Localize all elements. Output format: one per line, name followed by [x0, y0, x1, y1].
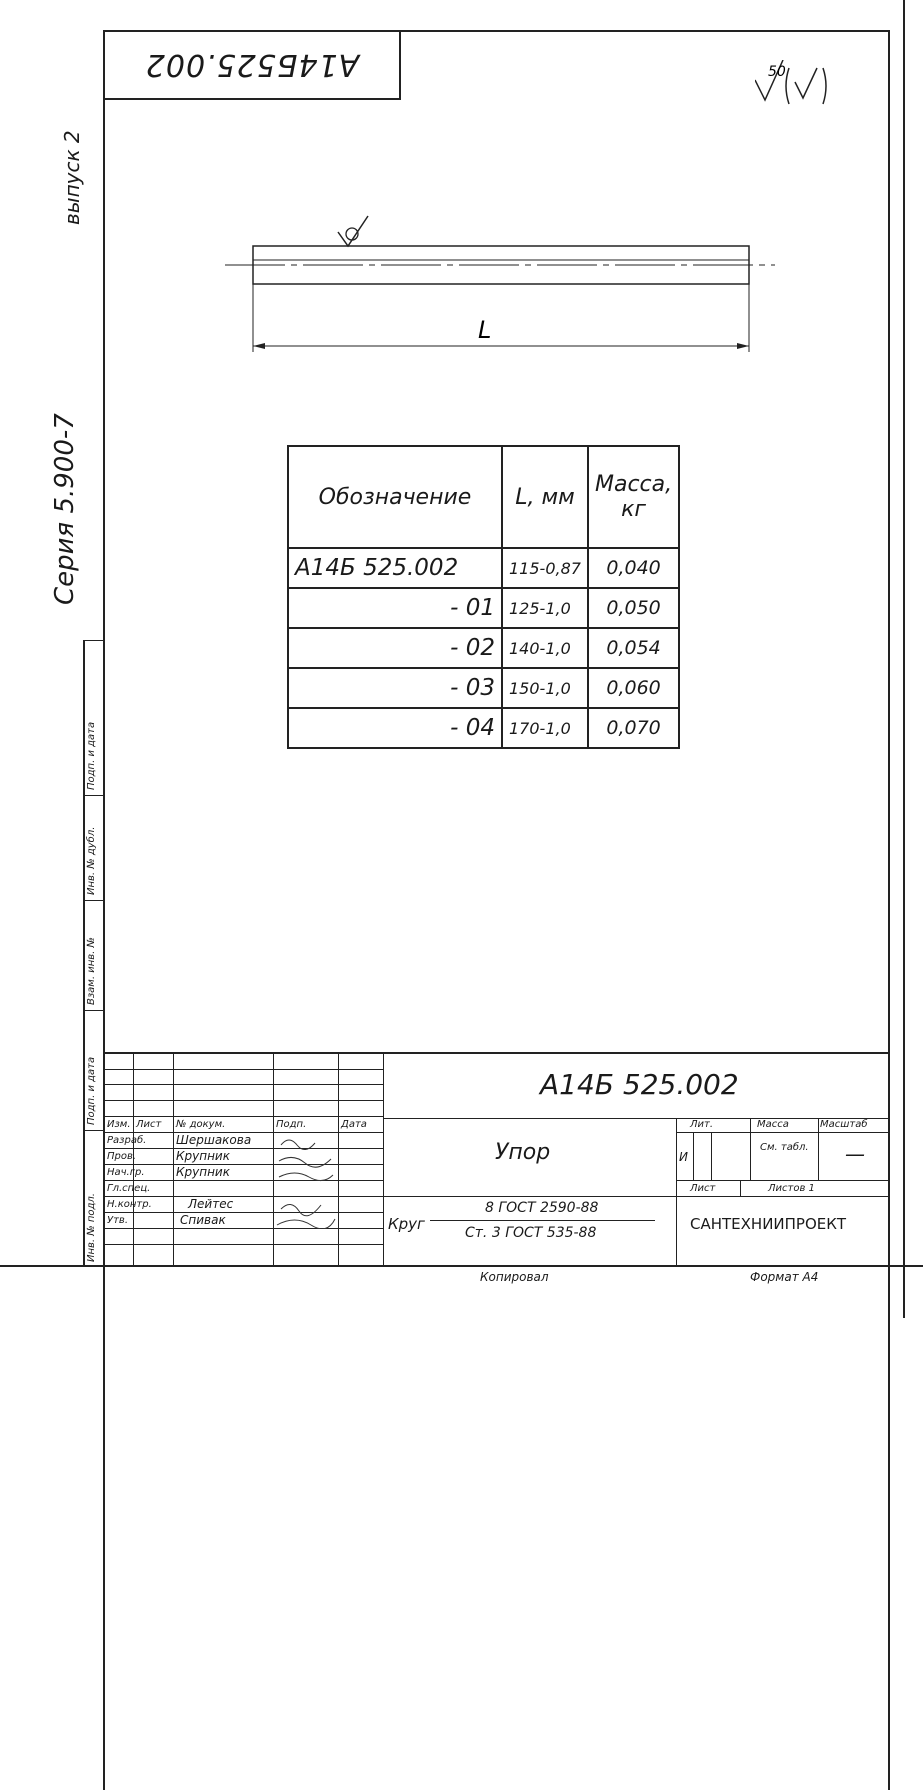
page-bottom-line: [0, 1265, 923, 1267]
part-name: Упор: [495, 1140, 551, 1165]
table-row: - 02 140-1,0 0,054: [288, 628, 679, 668]
sheets-label: Листов 1: [768, 1183, 815, 1194]
part-drawing: [220, 210, 780, 370]
table-row: - 03 150-1,0 0,060: [288, 668, 679, 708]
page-right-line: [903, 0, 905, 1318]
mass-value: См. табл.: [760, 1142, 809, 1153]
footer-copied: Копировал: [480, 1270, 549, 1284]
stamp-orig-inv: Инв. № подл.: [86, 1193, 97, 1262]
series-label: Серия 5.900-7: [50, 413, 80, 605]
tb-list: Лист: [136, 1119, 162, 1130]
header-mass: Масса, кг: [588, 446, 679, 548]
stamp-sign-date-1: Подп. и дата: [86, 721, 97, 790]
material-prefix: Круг: [388, 1215, 425, 1233]
header-length: L, мм: [502, 446, 588, 548]
table-row: А14Б 525.002 115-0,87 0,040: [288, 548, 679, 588]
svg-text:50: 50: [768, 64, 786, 80]
tb-date: Дата: [341, 1119, 367, 1130]
lit-value: И: [679, 1150, 688, 1164]
title-block-top: [103, 1052, 890, 1054]
roughness-icon: [755, 60, 885, 120]
org-name: САНТЕХНИИПРОЕКТ: [690, 1215, 847, 1233]
table-header: [288, 446, 679, 548]
roughness-sign: [755, 60, 885, 127]
tb-sign: Подп.: [276, 1119, 307, 1130]
header-designation: Обозначение: [288, 446, 502, 548]
dimension-label: L: [478, 316, 492, 344]
material-line2: Ст. 3 ГОСТ 535-88: [465, 1225, 597, 1241]
scale-header: Масштаб: [820, 1119, 868, 1130]
sheet-label: Лист: [690, 1183, 716, 1194]
scale-value: —: [845, 1142, 865, 1166]
table-row: - 04 170-1,0 0,070: [288, 708, 679, 748]
frame-right: [888, 30, 890, 1790]
stamp-sign-date-2: Подп. и дата: [86, 1056, 97, 1125]
spec-table: [287, 445, 680, 749]
material-line1: 8 ГОСТ 2590-88: [485, 1200, 599, 1216]
rotated-code: А14Б525.002: [144, 47, 360, 82]
signatures: [275, 1133, 337, 1229]
frame-left: [103, 30, 105, 1790]
issue-label: выпуск 2: [60, 130, 84, 225]
lit-header: Лит.: [690, 1119, 714, 1130]
table-row: - 01 125-1,0 0,050: [288, 588, 679, 628]
stamp-column-inner: [83, 640, 85, 1265]
mass-header: Масса: [757, 1119, 789, 1130]
doc-number: А14Б 525.002: [540, 1068, 739, 1101]
tb-doc: № докум.: [176, 1119, 226, 1130]
stamp-replace-inv: Взам. инв. №: [86, 937, 97, 1005]
rotated-code-box: [105, 30, 401, 100]
tb-izm: Изм.: [107, 1119, 131, 1130]
footer-format: Формат А4: [750, 1270, 819, 1284]
stamp-dup-inv: Инв. № дубл.: [86, 826, 97, 895]
